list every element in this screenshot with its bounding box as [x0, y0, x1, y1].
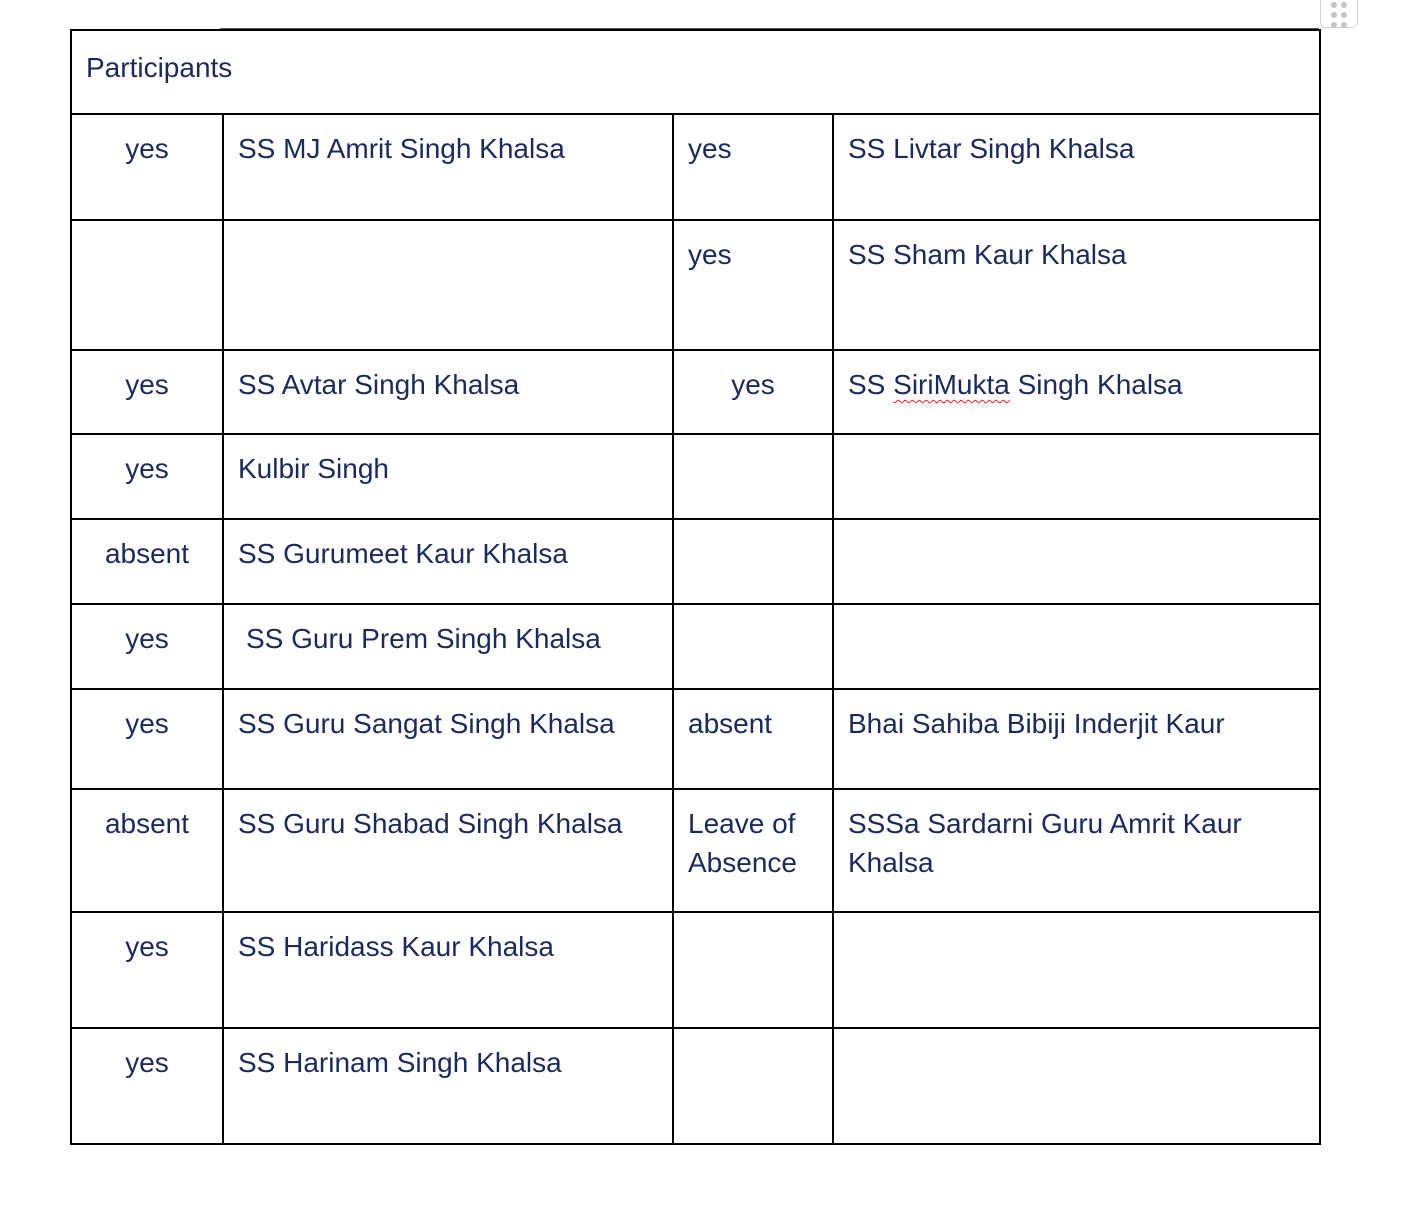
- status-text: [674, 435, 832, 449]
- name-cell[interactable]: [223, 519, 673, 604]
- status-text: yes: [125, 931, 169, 962]
- name-text: [834, 913, 1319, 927]
- name-text: SS Guru Prem Singh Khalsa: [246, 623, 601, 654]
- status-cell[interactable]: [673, 519, 833, 604]
- status-text: yes: [688, 133, 732, 164]
- name-text: SS Livtar Singh Khalsa: [848, 133, 1135, 164]
- name-cell[interactable]: [833, 519, 1320, 604]
- name-cell[interactable]: [833, 604, 1320, 689]
- name-cell[interactable]: [223, 114, 673, 220]
- table-row: [71, 350, 1320, 434]
- status-cell[interactable]: [71, 350, 223, 434]
- name-cell[interactable]: [833, 789, 1320, 912]
- name-cell[interactable]: [833, 689, 1320, 789]
- name-text: [224, 221, 672, 235]
- table-header-row: [71, 30, 1320, 114]
- name-cell[interactable]: [223, 350, 673, 434]
- status-cell[interactable]: [673, 604, 833, 689]
- status-cell[interactable]: [71, 789, 223, 912]
- status-text: yes: [125, 369, 169, 400]
- name-text: SSSa Sardarni Guru Amrit Kaur Khalsa: [848, 808, 1242, 878]
- name-text: [834, 1029, 1319, 1043]
- table-row: [71, 220, 1320, 350]
- participants-header[interactable]: Participants: [71, 30, 1320, 114]
- status-text: [72, 221, 222, 235]
- name-text: Bhai Sahiba Bibiji Inderjit Kaur: [848, 708, 1225, 739]
- status-cell[interactable]: [71, 220, 223, 350]
- name-text: SS Harinam Singh Khalsa: [238, 1047, 562, 1078]
- table-row: [71, 434, 1320, 519]
- name-text: SS Guru Shabad Singh Khalsa: [238, 808, 623, 839]
- name-cell[interactable]: [833, 1028, 1320, 1144]
- status-text: yes: [125, 453, 169, 484]
- name-cell[interactable]: [223, 689, 673, 789]
- status-text: yes: [125, 623, 169, 654]
- name-text: SS Gurumeet Kaur Khalsa: [238, 538, 568, 569]
- status-text: Leave of Absence: [688, 808, 797, 878]
- participants-table: [70, 29, 1321, 1145]
- status-text: [674, 1029, 832, 1043]
- status-cell[interactable]: [71, 689, 223, 789]
- name-text: [834, 520, 1319, 534]
- name-text: [834, 435, 1319, 449]
- status-text: [674, 605, 832, 619]
- name-text: SS Guru Sangat Singh Khalsa: [238, 708, 615, 739]
- name-cell[interactable]: [223, 912, 673, 1028]
- status-text: yes: [125, 1047, 169, 1078]
- status-text: yes: [688, 239, 732, 270]
- status-cell[interactable]: [673, 789, 833, 912]
- name-text: SS Sham Kaur Khalsa: [848, 239, 1127, 270]
- table-row: [71, 604, 1320, 689]
- name-cell[interactable]: [223, 434, 673, 519]
- table-row: [71, 789, 1320, 912]
- name-cell[interactable]: [833, 912, 1320, 1028]
- status-text: [674, 520, 832, 534]
- table-row: [71, 689, 1320, 789]
- name-suffix: Singh Khalsa: [1009, 369, 1183, 400]
- status-cell[interactable]: [71, 912, 223, 1028]
- status-text: absent: [688, 708, 773, 739]
- name-text: Kulbir Singh: [238, 453, 389, 484]
- status-cell[interactable]: [673, 689, 833, 789]
- table-row: [71, 114, 1320, 220]
- status-cell[interactable]: [673, 114, 833, 220]
- status-cell[interactable]: [673, 350, 833, 434]
- status-cell[interactable]: [673, 1028, 833, 1144]
- status-cell[interactable]: [71, 434, 223, 519]
- status-cell[interactable]: [673, 220, 833, 350]
- table-row: [71, 1028, 1320, 1144]
- spellcheck-word[interactable]: SiriMukta: [893, 369, 1010, 400]
- name-prefix: SS: [848, 369, 894, 400]
- status-cell[interactable]: [71, 114, 223, 220]
- name-cell[interactable]: [833, 350, 1320, 434]
- status-text: yes: [125, 708, 169, 739]
- status-text: absent: [104, 808, 190, 839]
- name-cell[interactable]: [223, 789, 673, 912]
- table-row: [71, 912, 1320, 1028]
- status-text: yes: [125, 133, 169, 164]
- status-text: absent: [104, 538, 190, 569]
- name-cell[interactable]: [833, 114, 1320, 220]
- status-cell[interactable]: [71, 1028, 223, 1144]
- name-cell[interactable]: [223, 604, 673, 689]
- name-text: SS Haridass Kaur Khalsa: [238, 931, 554, 962]
- name-cell[interactable]: [223, 1028, 673, 1144]
- name-cell[interactable]: [833, 434, 1320, 519]
- status-cell[interactable]: [71, 519, 223, 604]
- drag-handle-icon[interactable]: [1320, 0, 1358, 28]
- status-text: [674, 913, 832, 927]
- name-text: [834, 605, 1319, 619]
- name-cell[interactable]: [223, 220, 673, 350]
- name-cell[interactable]: [833, 220, 1320, 350]
- name-text: [834, 351, 1319, 404]
- status-cell[interactable]: [71, 604, 223, 689]
- status-cell[interactable]: [673, 434, 833, 519]
- status-cell[interactable]: [673, 912, 833, 1028]
- name-text: SS MJ Amrit Singh Khalsa: [238, 133, 565, 164]
- name-text: SS Avtar Singh Khalsa: [238, 369, 520, 400]
- table-row: [71, 519, 1320, 604]
- status-text: yes: [731, 369, 775, 400]
